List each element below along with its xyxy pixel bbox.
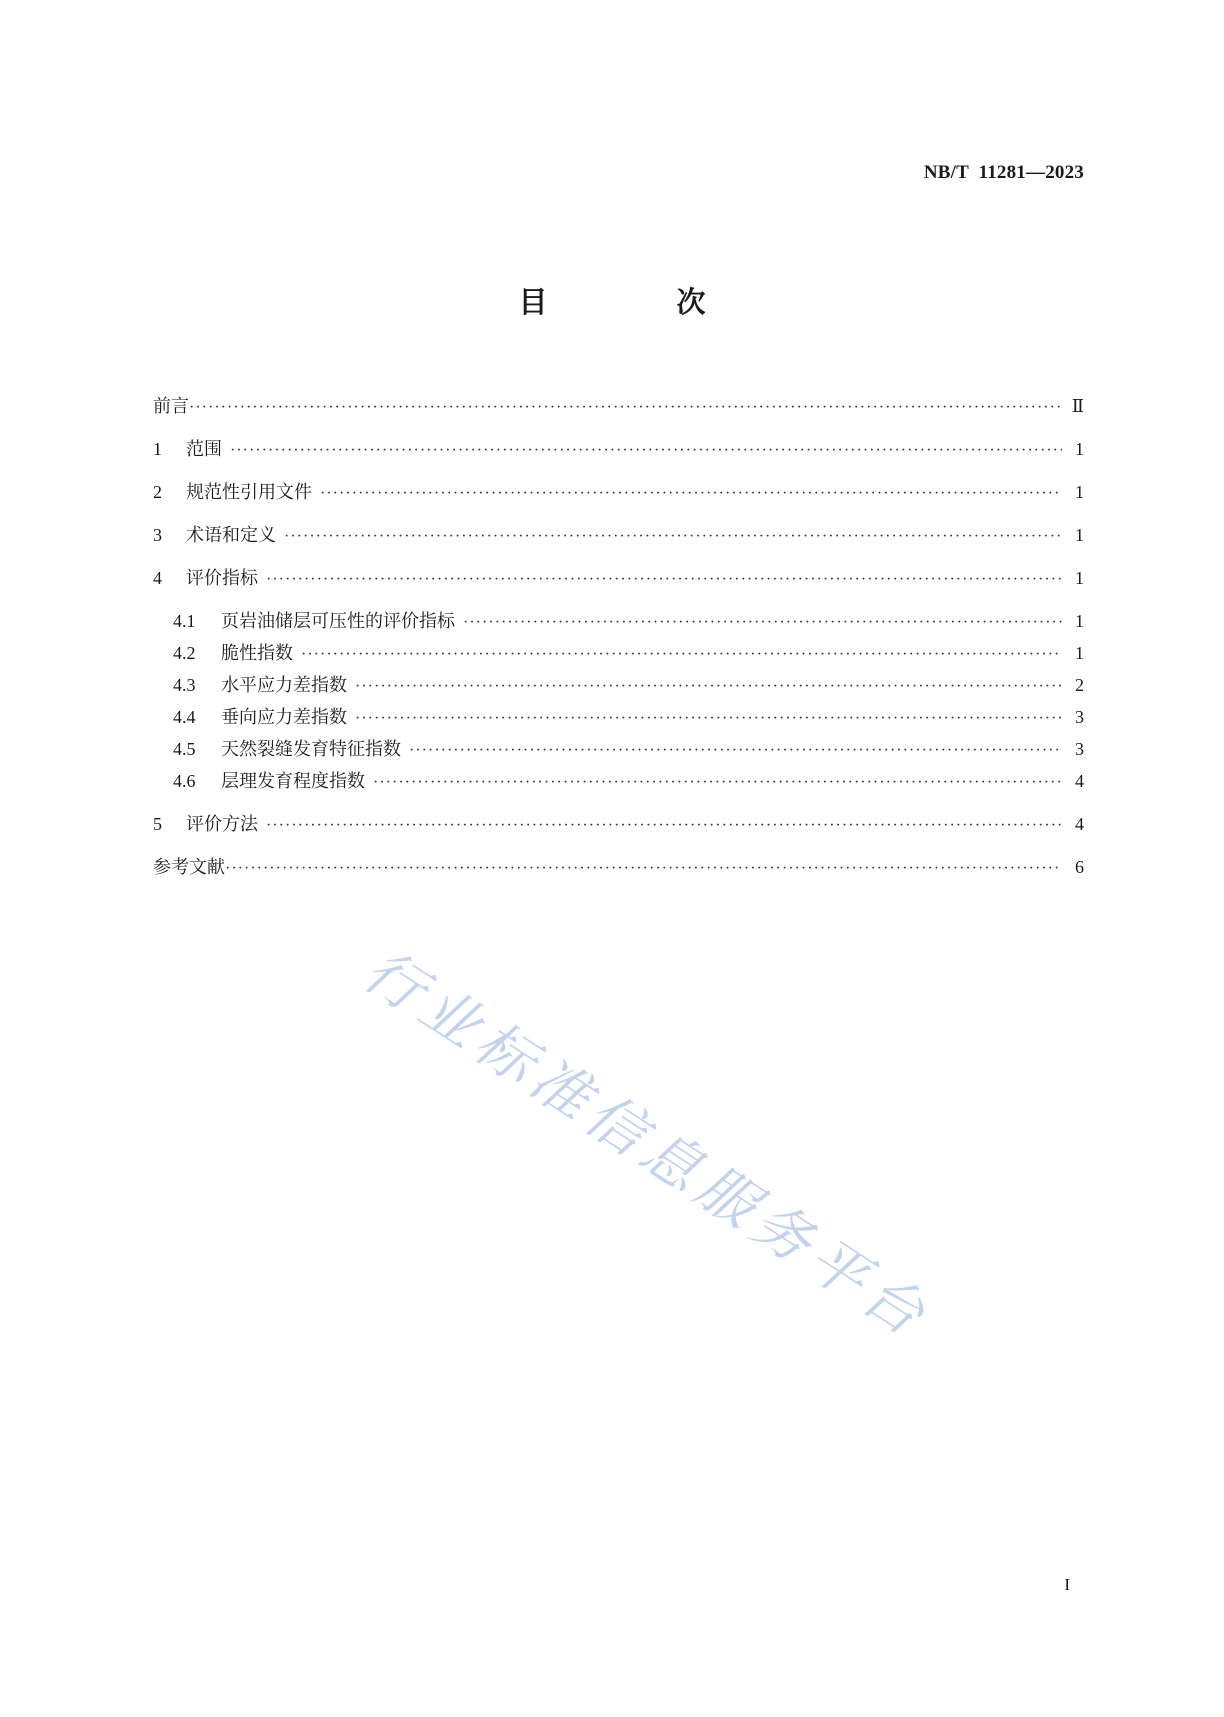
toc-entry-bibliography[interactable] xyxy=(153,853,1084,881)
toc-entry-page: 1 xyxy=(1075,525,1084,545)
toc-entry-evaluation-method[interactable] xyxy=(153,810,1084,838)
toc-entry-number: 4.4 xyxy=(173,707,196,727)
toc-entry-number: 2 xyxy=(153,482,162,502)
toc-entry-label: 前言 xyxy=(153,396,189,417)
toc-dot-leader xyxy=(463,609,1062,637)
toc-entry-normative-references[interactable] xyxy=(153,478,1084,506)
toc-entry-label: 规范性引用文件 xyxy=(186,482,312,503)
toc-dot-leader xyxy=(355,705,1062,733)
toc-entry-evaluation-indicators[interactable] xyxy=(153,564,1084,592)
toc-dot-leader xyxy=(266,566,1062,594)
toc-dot-leader xyxy=(189,394,1062,422)
toc-entry-number: 4.6 xyxy=(173,771,196,791)
toc-entry-page: 1 xyxy=(1075,643,1084,663)
toc-entry-page: 3 xyxy=(1075,707,1084,727)
toc-entry-label: 评价方法 xyxy=(186,814,258,835)
watermark: 行业标准信息服务平台 xyxy=(351,935,943,1353)
toc-entry-number: 4 xyxy=(153,568,162,588)
toc-entry-number: 5 xyxy=(153,814,162,834)
toc-entry-foreword[interactable] xyxy=(153,392,1084,420)
toc-entry-4-5[interactable] xyxy=(153,735,1084,763)
toc-entry-label: 层理发育程度指数 xyxy=(221,771,365,792)
toc-entry-terms-definitions[interactable] xyxy=(153,521,1084,549)
toc-entry-page: 6 xyxy=(1075,857,1084,877)
toc-entry-page: 4 xyxy=(1075,814,1084,834)
toc-entry-4-3[interactable] xyxy=(153,671,1084,699)
toc-entry-label: 术语和定义 xyxy=(186,525,276,546)
toc-entry-number: 4.2 xyxy=(173,643,196,663)
toc-entry-number: 1 xyxy=(153,439,162,459)
toc-dot-leader xyxy=(373,769,1062,797)
toc-entry-label: 天然裂缝发育特征指数 xyxy=(221,739,401,760)
toc-entry-4-2[interactable] xyxy=(153,639,1084,667)
toc-entry-page: Ⅱ xyxy=(1071,396,1084,416)
toc-dot-leader xyxy=(409,737,1062,765)
table-of-contents xyxy=(153,392,1084,881)
toc-dot-leader xyxy=(320,480,1062,508)
toc-entry-label: 脆性指数 xyxy=(221,643,293,664)
standard-code: NB/T 11281—2023 xyxy=(923,162,1084,183)
toc-entry-number: 4.1 xyxy=(173,611,196,631)
toc-title: 目 次 xyxy=(518,285,756,319)
toc-entry-number: 4.3 xyxy=(173,675,196,695)
toc-entry-4-4[interactable] xyxy=(153,703,1084,731)
toc-entry-number: 3 xyxy=(153,525,162,545)
toc-entry-label: 页岩油储层可压性的评价指标 xyxy=(221,611,455,632)
toc-dot-leader xyxy=(230,437,1062,465)
toc-entry-label: 垂向应力差指数 xyxy=(221,707,347,728)
toc-entry-page: 4 xyxy=(1075,771,1084,791)
toc-dot-leader xyxy=(284,523,1062,551)
page-number: I xyxy=(1064,1575,1070,1594)
toc-entry-label: 评价指标 xyxy=(186,568,258,589)
toc-entry-label: 水平应力差指数 xyxy=(221,675,347,696)
toc-entry-4-1[interactable] xyxy=(153,607,1084,635)
toc-entry-number: 4.5 xyxy=(173,739,196,759)
toc-entry-label: 范围 xyxy=(186,439,222,460)
toc-entry-page: 1 xyxy=(1075,611,1084,631)
toc-entry-page: 1 xyxy=(1075,439,1084,459)
toc-entry-scope[interactable] xyxy=(153,435,1084,463)
toc-entry-label: 参考文献 xyxy=(153,857,225,878)
toc-entry-page: 3 xyxy=(1075,739,1084,759)
toc-dot-leader xyxy=(266,812,1062,840)
toc-dot-leader xyxy=(225,855,1062,883)
toc-entry-page: 1 xyxy=(1075,568,1084,588)
toc-entry-page: 1 xyxy=(1075,482,1084,502)
toc-dot-leader xyxy=(355,673,1062,701)
toc-entry-page: 2 xyxy=(1075,675,1084,695)
toc-dot-leader xyxy=(301,641,1062,669)
toc-entry-4-6[interactable] xyxy=(153,767,1084,795)
